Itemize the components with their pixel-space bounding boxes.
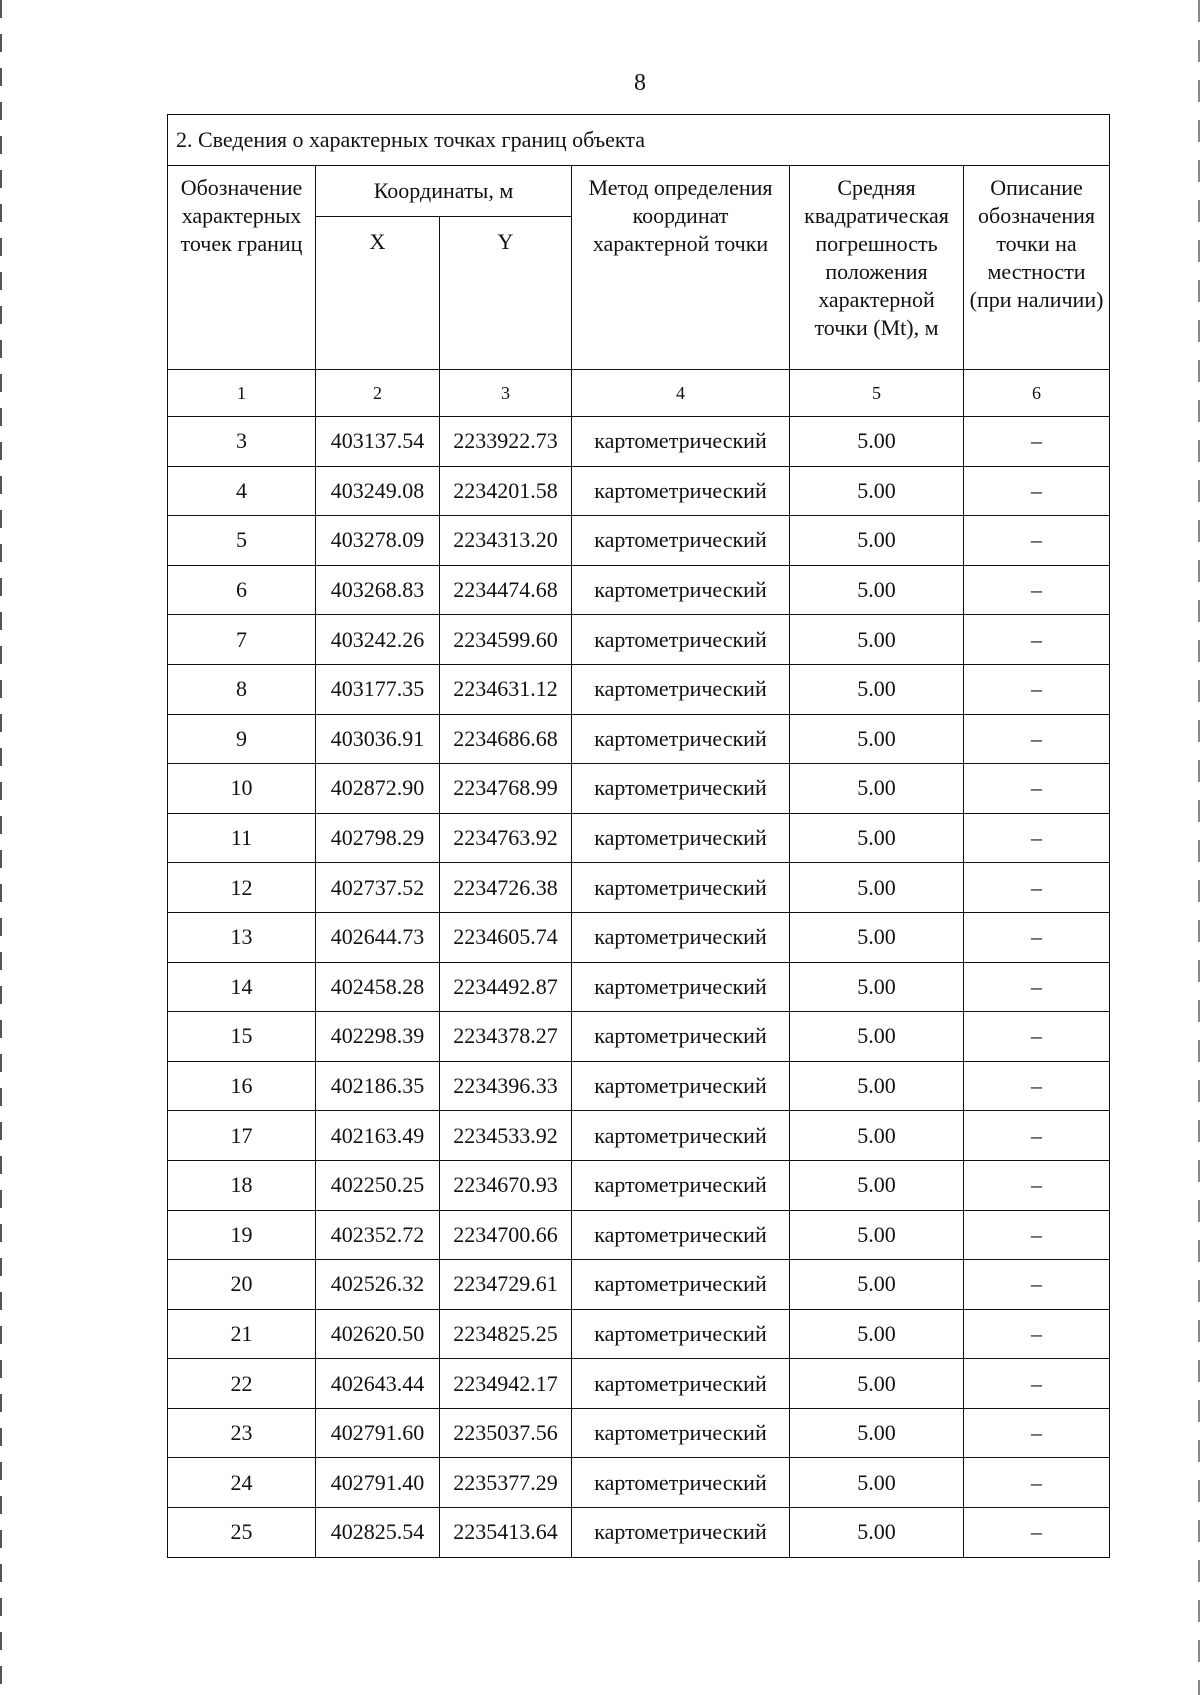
x-coordinate-cell: 402352.72 xyxy=(316,1210,440,1260)
method-cell: картометрический xyxy=(572,1359,790,1409)
y-coordinate-cell: 2234313.20 xyxy=(440,516,572,566)
scan-edge-left xyxy=(0,0,2,1695)
y-coordinate-cell: 2234686.68 xyxy=(440,714,572,764)
header-method: Метод определения координат характерной точки xyxy=(572,166,790,370)
description-cell: – xyxy=(964,1458,1110,1508)
method-cell: картометрический xyxy=(572,863,790,913)
y-coordinate-cell: 2235377.29 xyxy=(440,1458,572,1508)
method-cell: картометрический xyxy=(572,615,790,665)
method-cell: картометрический xyxy=(572,1408,790,1458)
x-coordinate-cell: 402458.28 xyxy=(316,962,440,1012)
y-coordinate-cell: 2234670.93 xyxy=(440,1160,572,1210)
error-cell: 5.00 xyxy=(790,1408,964,1458)
table-row xyxy=(168,764,1110,814)
point-cell: 18 xyxy=(168,1160,316,1210)
table-row xyxy=(168,1260,1110,1310)
table-row xyxy=(168,1359,1110,1409)
description-cell: – xyxy=(964,1309,1110,1359)
method-cell: картометрический xyxy=(572,714,790,764)
point-cell: 16 xyxy=(168,1061,316,1111)
method-cell: картометрический xyxy=(572,1458,790,1508)
method-cell: картометрический xyxy=(572,912,790,962)
error-cell: 5.00 xyxy=(790,1210,964,1260)
header-designation: Обозначение характерных точек границ xyxy=(168,166,316,370)
error-cell: 5.00 xyxy=(790,1061,964,1111)
error-cell: 5.00 xyxy=(790,813,964,863)
error-cell: 5.00 xyxy=(790,1160,964,1210)
point-cell: 11 xyxy=(168,813,316,863)
description-cell: – xyxy=(964,664,1110,714)
error-cell: 5.00 xyxy=(790,1508,964,1558)
description-cell: – xyxy=(964,962,1110,1012)
method-cell: картометрический xyxy=(572,1210,790,1260)
point-cell: 21 xyxy=(168,1309,316,1359)
x-coordinate-cell: 402825.54 xyxy=(316,1508,440,1558)
table-row xyxy=(168,565,1110,615)
error-cell: 5.00 xyxy=(790,714,964,764)
y-coordinate-cell: 2234599.60 xyxy=(440,615,572,665)
y-coordinate-cell: 2234942.17 xyxy=(440,1359,572,1409)
table-row xyxy=(168,516,1110,566)
column-number-row xyxy=(168,370,1110,417)
x-coordinate-cell: 402791.40 xyxy=(316,1458,440,1508)
x-coordinate-cell: 403242.26 xyxy=(316,615,440,665)
method-cell: картометрический xyxy=(572,466,790,516)
description-cell: – xyxy=(964,1508,1110,1558)
point-cell: 19 xyxy=(168,1210,316,1260)
table-row xyxy=(168,1458,1110,1508)
error-cell: 5.00 xyxy=(790,1012,964,1062)
y-coordinate-cell: 2234474.68 xyxy=(440,565,572,615)
x-coordinate-cell: 402872.90 xyxy=(316,764,440,814)
description-cell: – xyxy=(964,714,1110,764)
error-cell: 5.00 xyxy=(790,912,964,962)
x-coordinate-cell: 402163.49 xyxy=(316,1111,440,1161)
table-row xyxy=(168,1111,1110,1161)
table-row xyxy=(168,863,1110,913)
x-coordinate-cell: 403036.91 xyxy=(316,714,440,764)
point-cell: 7 xyxy=(168,615,316,665)
column-number: 2 xyxy=(316,370,440,417)
method-cell: картометрический xyxy=(572,1061,790,1111)
description-cell: – xyxy=(964,1260,1110,1310)
description-cell: – xyxy=(964,1210,1110,1260)
error-cell: 5.00 xyxy=(790,664,964,714)
method-cell: картометрический xyxy=(572,1160,790,1210)
table-row xyxy=(168,417,1110,467)
x-coordinate-cell: 402644.73 xyxy=(316,912,440,962)
table-row xyxy=(168,962,1110,1012)
error-cell: 5.00 xyxy=(790,516,964,566)
method-cell: картометрический xyxy=(572,1309,790,1359)
table-row xyxy=(168,466,1110,516)
point-cell: 12 xyxy=(168,863,316,913)
table-row xyxy=(168,615,1110,665)
description-cell: – xyxy=(964,615,1110,665)
y-coordinate-cell: 2235413.64 xyxy=(440,1508,572,1558)
description-cell: – xyxy=(964,1359,1110,1409)
point-cell: 4 xyxy=(168,466,316,516)
table-row xyxy=(168,1160,1110,1210)
error-cell: 5.00 xyxy=(790,863,964,913)
method-cell: картометрический xyxy=(572,764,790,814)
error-cell: 5.00 xyxy=(790,1111,964,1161)
description-cell: – xyxy=(964,1111,1110,1161)
column-number: 6 xyxy=(964,370,1110,417)
boundary-points-table xyxy=(167,114,1110,1558)
method-cell: картометрический xyxy=(572,1508,790,1558)
y-coordinate-cell: 2234533.92 xyxy=(440,1111,572,1161)
header-error: Средняя квадратическая погрешность положения характерной точки (Mt), м xyxy=(790,166,964,370)
description-cell: – xyxy=(964,863,1110,913)
point-cell: 23 xyxy=(168,1408,316,1458)
method-cell: картометрический xyxy=(572,516,790,566)
x-coordinate-cell: 403177.35 xyxy=(316,664,440,714)
table-row xyxy=(168,813,1110,863)
x-coordinate-cell: 402798.29 xyxy=(316,813,440,863)
table-row xyxy=(168,1061,1110,1111)
x-coordinate-cell: 402186.35 xyxy=(316,1061,440,1111)
method-cell: картометрический xyxy=(572,962,790,1012)
y-coordinate-cell: 2234768.99 xyxy=(440,764,572,814)
description-cell: – xyxy=(964,1061,1110,1111)
point-cell: 10 xyxy=(168,764,316,814)
x-coordinate-cell: 402643.44 xyxy=(316,1359,440,1409)
x-coordinate-cell: 402250.25 xyxy=(316,1160,440,1210)
table-row xyxy=(168,1309,1110,1359)
x-coordinate-cell: 402737.52 xyxy=(316,863,440,913)
x-coordinate-cell: 402791.60 xyxy=(316,1408,440,1458)
column-number: 3 xyxy=(440,370,572,417)
y-coordinate-cell: 2235037.56 xyxy=(440,1408,572,1458)
description-cell: – xyxy=(964,813,1110,863)
method-cell: картометрический xyxy=(572,1012,790,1062)
method-cell: картометрический xyxy=(572,813,790,863)
point-cell: 25 xyxy=(168,1508,316,1558)
header-description: Описание обозначения точки на местности (при наличии) xyxy=(964,166,1110,370)
y-coordinate-cell: 2234605.74 xyxy=(440,912,572,962)
point-cell: 20 xyxy=(168,1260,316,1310)
y-coordinate-cell: 2234631.12 xyxy=(440,664,572,714)
error-cell: 5.00 xyxy=(790,1359,964,1409)
point-cell: 14 xyxy=(168,962,316,1012)
point-cell: 5 xyxy=(168,516,316,566)
table-row xyxy=(168,912,1110,962)
x-coordinate-cell: 403137.54 xyxy=(316,417,440,467)
method-cell: картометрический xyxy=(572,565,790,615)
description-cell: – xyxy=(964,1160,1110,1210)
y-coordinate-cell: 2234726.38 xyxy=(440,863,572,913)
description-cell: – xyxy=(964,565,1110,615)
table-row xyxy=(168,1012,1110,1062)
point-cell: 6 xyxy=(168,565,316,615)
table-row xyxy=(168,1508,1110,1558)
method-cell: картометрический xyxy=(572,1111,790,1161)
error-cell: 5.00 xyxy=(790,1458,964,1508)
point-cell: 22 xyxy=(168,1359,316,1409)
table-row xyxy=(168,1210,1110,1260)
point-cell: 13 xyxy=(168,912,316,962)
error-cell: 5.00 xyxy=(790,1260,964,1310)
point-cell: 3 xyxy=(168,417,316,467)
point-cell: 24 xyxy=(168,1458,316,1508)
y-coordinate-cell: 2234492.87 xyxy=(440,962,572,1012)
method-cell: картометрический xyxy=(572,417,790,467)
point-cell: 8 xyxy=(168,664,316,714)
description-cell: – xyxy=(964,912,1110,962)
header-coordinates: Координаты, м xyxy=(316,166,572,217)
description-cell: – xyxy=(964,1408,1110,1458)
y-coordinate-cell: 2233922.73 xyxy=(440,417,572,467)
table-row xyxy=(168,664,1110,714)
error-cell: 5.00 xyxy=(790,466,964,516)
x-coordinate-cell: 402298.39 xyxy=(316,1012,440,1062)
y-coordinate-cell: 2234396.33 xyxy=(440,1061,572,1111)
point-cell: 17 xyxy=(168,1111,316,1161)
y-coordinate-cell: 2234729.61 xyxy=(440,1260,572,1310)
point-cell: 9 xyxy=(168,714,316,764)
y-coordinate-cell: 2234763.92 xyxy=(440,813,572,863)
column-number: 1 xyxy=(168,370,316,417)
method-cell: картометрический xyxy=(572,664,790,714)
method-cell: картометрический xyxy=(572,1260,790,1310)
table-row xyxy=(168,1408,1110,1458)
y-coordinate-cell: 2234378.27 xyxy=(440,1012,572,1062)
x-coordinate-cell: 403249.08 xyxy=(316,466,440,516)
y-coordinate-cell: 2234825.25 xyxy=(440,1309,572,1359)
error-cell: 5.00 xyxy=(790,615,964,665)
description-cell: – xyxy=(964,466,1110,516)
description-cell: – xyxy=(964,516,1110,566)
x-coordinate-cell: 402526.32 xyxy=(316,1260,440,1310)
description-cell: – xyxy=(964,417,1110,467)
header-x: X xyxy=(316,217,440,370)
point-cell: 15 xyxy=(168,1012,316,1062)
column-number: 5 xyxy=(790,370,964,417)
error-cell: 5.00 xyxy=(790,1309,964,1359)
description-cell: – xyxy=(964,764,1110,814)
table-caption: 2. Сведения о характерных точках границ объекта xyxy=(168,115,1110,166)
page-number: 8 xyxy=(634,70,646,96)
y-coordinate-cell: 2234201.58 xyxy=(440,466,572,516)
error-cell: 5.00 xyxy=(790,417,964,467)
column-number: 4 xyxy=(572,370,790,417)
error-cell: 5.00 xyxy=(790,764,964,814)
error-cell: 5.00 xyxy=(790,565,964,615)
x-coordinate-cell: 403268.83 xyxy=(316,565,440,615)
y-coordinate-cell: 2234700.66 xyxy=(440,1210,572,1260)
x-coordinate-cell: 403278.09 xyxy=(316,516,440,566)
x-coordinate-cell: 402620.50 xyxy=(316,1309,440,1359)
error-cell: 5.00 xyxy=(790,962,964,1012)
table-row xyxy=(168,714,1110,764)
description-cell: – xyxy=(964,1012,1110,1062)
header-y: Y xyxy=(440,217,572,370)
